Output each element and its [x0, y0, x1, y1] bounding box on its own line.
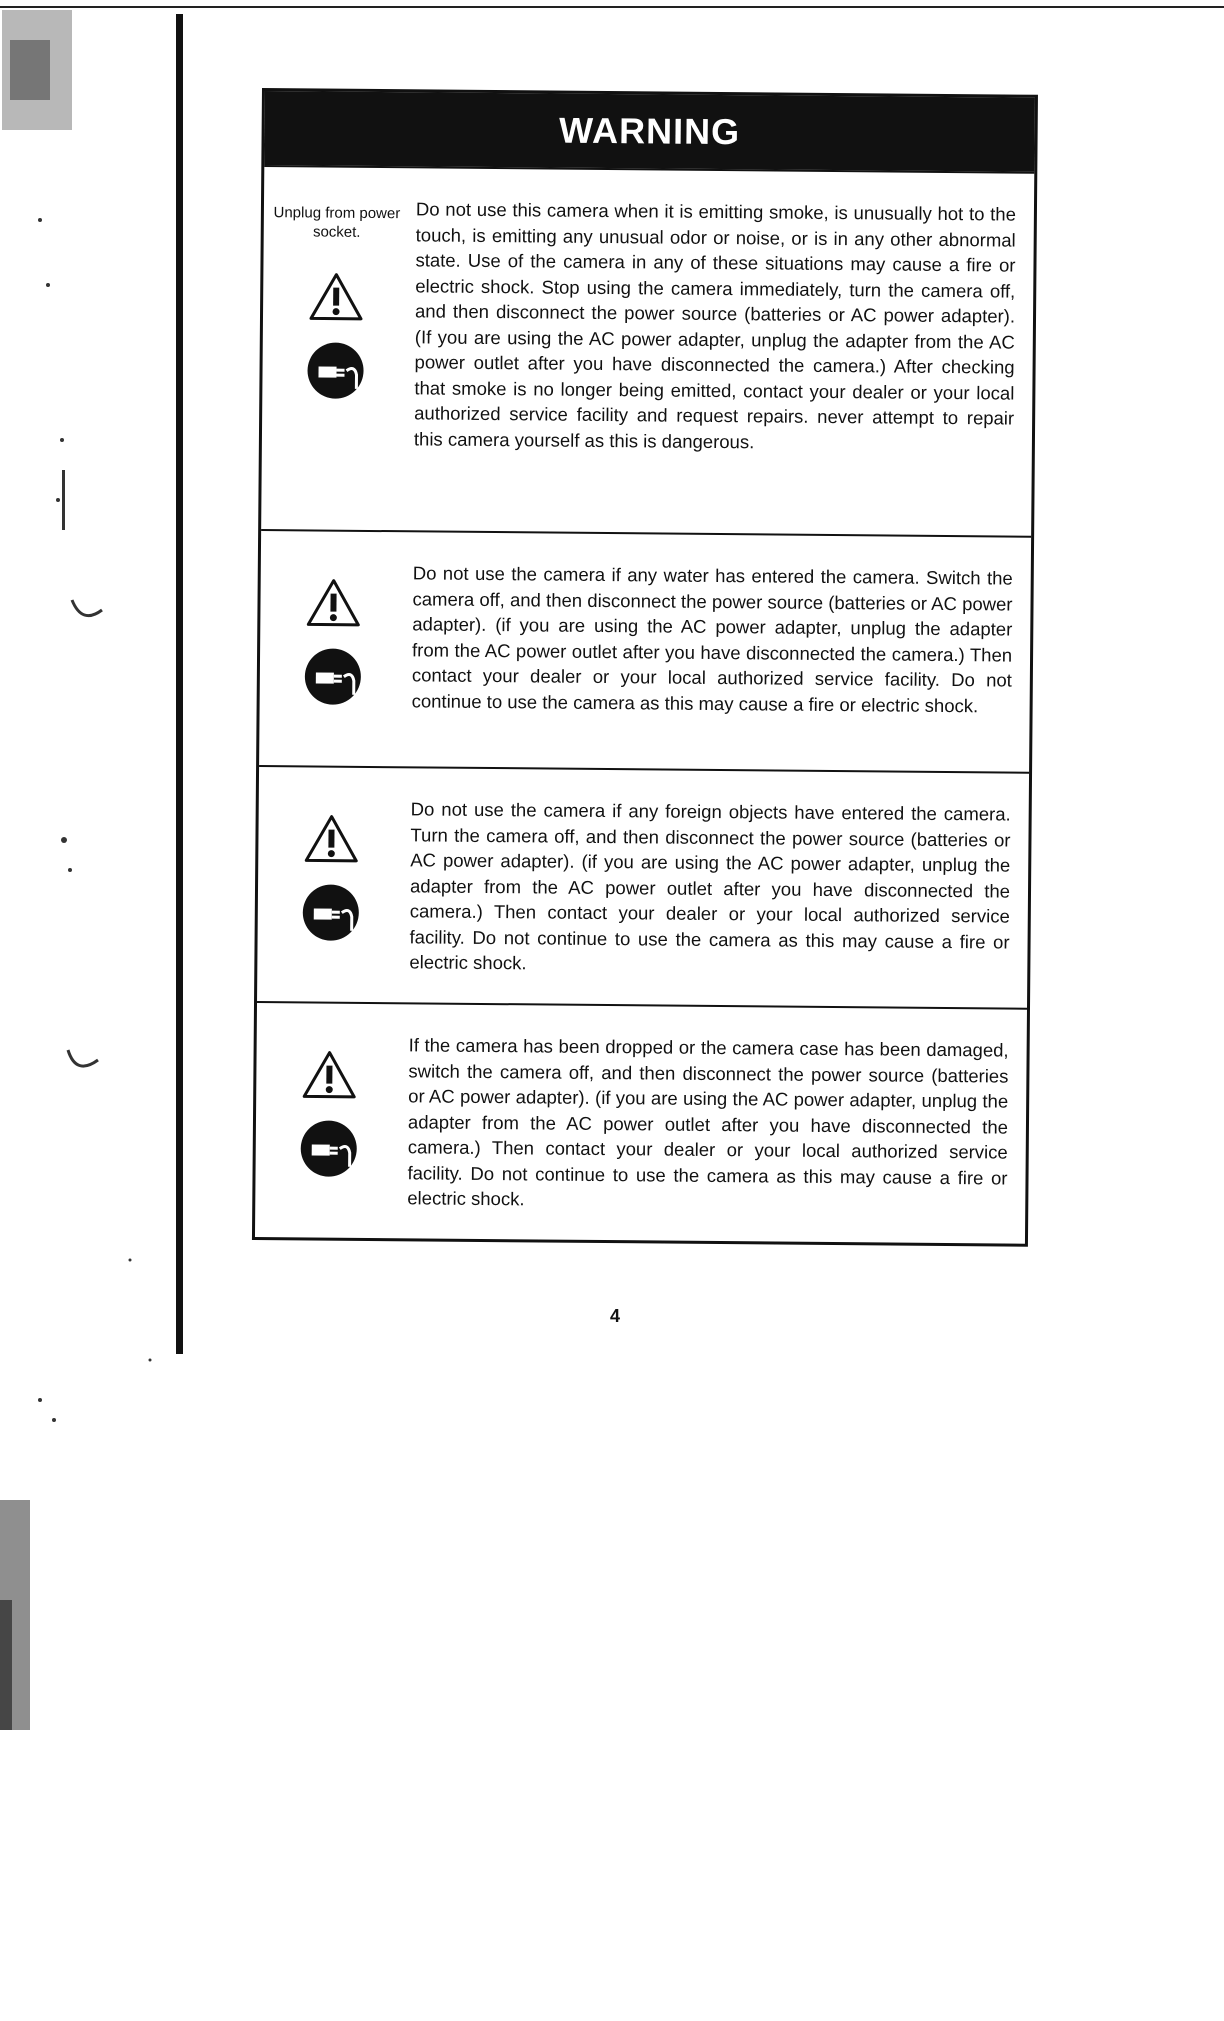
caution-triangle-icon [305, 577, 361, 627]
icon-column [263, 1021, 395, 1218]
icon-column [265, 785, 397, 982]
unplug-icon [306, 341, 365, 400]
scan-binding-noise [0, 0, 200, 2016]
icon-column [269, 185, 402, 510]
icon-column [267, 549, 399, 746]
warning-section [259, 529, 1031, 772]
warning-text: Do not use this camera when it is emitting smoke, is unusually hot to the touch, is emitting any unusual odor or noise, or is in any other abnormal state. Use of the camera in any of these situations may cause a fire or electric shock. Stop using the camera immediately, turn the camera off, and then disconnect the power source (batteries or AC power adapter). (If you are using the AC power adapter, unplug the adapter from the AC power outlet after you have disconnected the camera.) After checking that smoke is no longer being emitted, contact your dealer or your local authorized service facility and request repairs. never attempt to repair this camera yourself as this is dangerous. [413, 198, 1017, 452]
warning-title: WARNING [264, 91, 1035, 172]
warning-text: Do not use the camera if any foreign objects have entered the camera. Turn the camera off, and then disconnect the power source (batteries or AC power adapter). (if you are using the AC power adapter, unplug the adapter from the AC power outlet after you have disconnected the camera.) Then contact your dealer or your local authorized service facility. Do not continue to use the camera as this may cause a fire or electric shock. [409, 798, 1011, 974]
warning-text: Do not use the camera if any water has entered the camera. Switch the camera off, and then disconnect the power source (batteries or AC power adapter). (if you are using the AC power adapter, unplug the adapter from the AC power outlet after you have disconnected the camera.) Then contact your dealer or your local authorized service facility. Do not continue to use the camera as this may cause a fire or electric shock. [411, 562, 1013, 716]
unplug-icon [304, 647, 363, 706]
warning-section [261, 165, 1034, 536]
unplug-icon [299, 1119, 358, 1178]
warning-section [255, 1001, 1027, 1244]
caution-triangle-icon [308, 271, 364, 321]
unplug-caption: Unplug from power socket. [273, 204, 401, 241]
binding-texture [0, 0, 200, 2016]
warning-section [257, 765, 1029, 1008]
caution-triangle-icon [303, 813, 359, 863]
warning-box [252, 88, 1038, 1247]
caution-triangle-icon [301, 1049, 357, 1099]
warning-text: If the camera has been dropped or the camera case has been damaged, switch the camera off, and then disconnect the power source (batteries or AC power adapter). (if you are using the AC power adapter, unplug the adapter from the AC power outlet after you have disconnected the camera.) Then contact your dealer or your local authorized service facility. Do not continue to use the camera as this may cause a fire or electric shock. [407, 1034, 1009, 1210]
unplug-icon [302, 883, 361, 942]
page-binding-edge [176, 14, 183, 1354]
page-number: 4 [610, 1306, 621, 1326]
